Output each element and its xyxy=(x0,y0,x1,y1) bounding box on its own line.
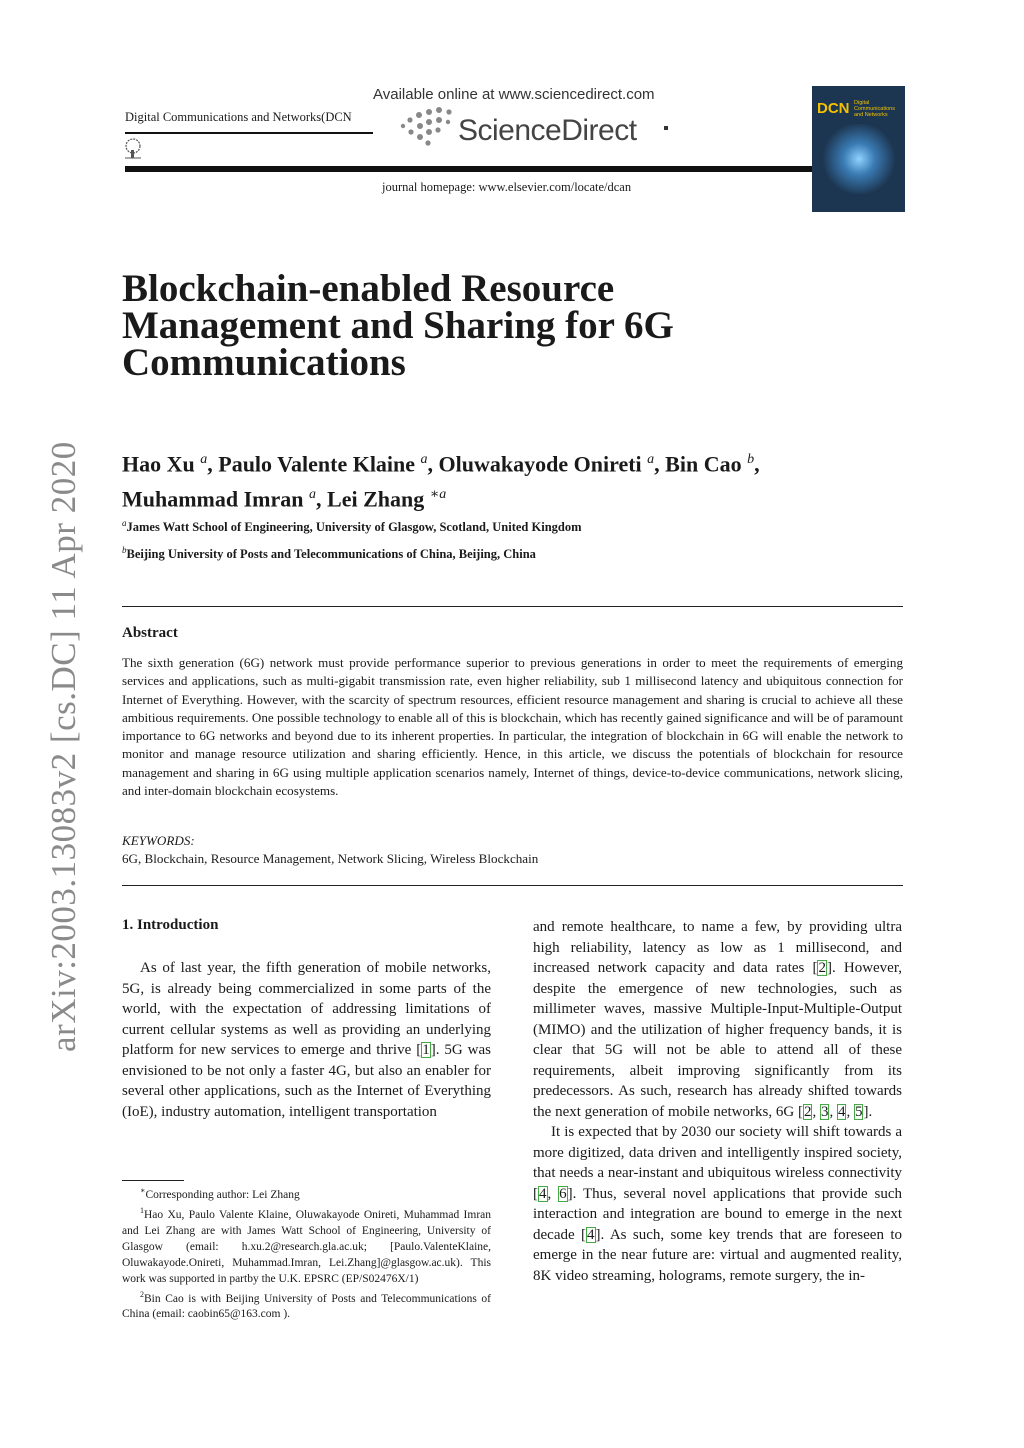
author-separator: , xyxy=(207,451,219,477)
paragraph-text: . 5G was envisioned to be not only a faster 4G, but also an enabler for several other applications, such as the Internet of Everything (IoE), industry automation, intelligent transportation xyxy=(122,1042,491,1120)
author-name: Muhammad Imran xyxy=(122,486,304,512)
paragraph-text: As of last year, the fifth generation of mobile networks, 5G, is already being commercialized in some parts of the world, with the expectation of addressing limitations of current cellular systems as well as providing an underlying platform for new services to emerge and thrive xyxy=(122,960,491,1058)
intro-left-column xyxy=(122,958,491,1122)
paragraph-text: . However, despite the emergence of new technologies, such as millimeter waves, massive Multiple-Input-Multiple-Output (MIMO) and the utilization of higher frequency bands, it is clear that 5G will not be able to attend all of these requirements, albeit improving significantly from its predecessors. As such, research has already shifted towards the next generation of mobile networks, 6G xyxy=(533,960,902,1120)
header-rule-short xyxy=(125,132,373,134)
abstract-top-rule xyxy=(122,606,903,607)
title-line: Blockchain-enabled Resource xyxy=(122,267,615,310)
sciencedirect-logo: ScienceDirect xyxy=(458,114,637,147)
footnote-1 xyxy=(122,1203,491,1287)
intro-right-column xyxy=(533,917,902,1286)
available-online-text: Available online at www.sciencedirect.com xyxy=(373,86,655,103)
author-name: Bin Cao xyxy=(665,451,742,477)
citation-link[interactable]: 2 xyxy=(803,1103,812,1120)
author-affiliation-mark: b xyxy=(747,452,755,467)
citation-link[interactable]: 4 xyxy=(587,1226,595,1243)
author-affiliation-mark: ∗a xyxy=(429,487,447,503)
footnotes xyxy=(122,1183,491,1322)
citation-link[interactable]: 4 xyxy=(837,1103,846,1120)
elsevier-tree-icon xyxy=(123,138,143,160)
affiliation-mark: b xyxy=(122,545,127,555)
affiliation-a xyxy=(122,518,582,535)
header-rule-thick xyxy=(125,166,905,172)
citation-link[interactable]: 1 xyxy=(422,1042,430,1058)
citation-link[interactable]: 3 xyxy=(820,1103,829,1120)
abstract-bottom-rule xyxy=(122,885,903,886)
author-affiliation-mark: a xyxy=(200,452,208,467)
citation-link[interactable]: 2 xyxy=(818,960,826,976)
keywords-heading: KEYWORDS: xyxy=(122,833,195,848)
footnote-mark: 2 xyxy=(140,1289,144,1299)
journal-homepage: journal homepage: www.elsevier.com/locate/dcan xyxy=(382,180,632,194)
citation-link[interactable]: 5 xyxy=(854,1103,863,1120)
keywords-list: 6G, Blockchain, Resource Management, Network Slicing, Wireless Blockchain xyxy=(122,851,539,866)
title-line: Communications xyxy=(122,341,406,384)
title-line: Management and Sharing for 6G xyxy=(122,304,674,347)
author-separator: , xyxy=(316,486,328,512)
arxiv-sidebar-stamp: arXiv:2003.13083v2 [cs.DC] 11 Apr 2020 xyxy=(44,441,83,1052)
author-list xyxy=(122,444,912,515)
cover-artwork xyxy=(820,124,898,194)
affiliation-text: James Watt School of Engineering, University of Glasgow, Scotland, United Kingdom xyxy=(126,520,582,535)
journal-cover-image xyxy=(812,86,905,212)
footnote-text: Bin Cao is with Beijing University of Posts and Telecommunications of China (email: caobin65@163.com ). xyxy=(122,1292,491,1321)
paragraph-text: . As such, some key trends that are foreseen to emerge in the near future are: virtual and augmented reality, 8K video streaming, holograms, remote surgery, the in- xyxy=(533,1226,902,1284)
author-separator: , xyxy=(654,451,666,477)
author-affiliation-mark: a xyxy=(647,452,655,467)
citation-link[interactable]: 4 xyxy=(539,1185,547,1202)
footnote-text: Corresponding author: Lei Zhang xyxy=(145,1188,300,1201)
footnote-mark: ∗ xyxy=(140,1186,146,1195)
sciencedirect-dots-icon xyxy=(398,106,460,150)
citation-link[interactable]: 6 xyxy=(559,1185,567,1202)
abstract-body: The sixth generation (6G) network must provide performance superior to previous generations in order to meet the requirements of emerging services and applications, such as multi-gigabit transmission rate, even higher reliability, sub 1 millisecond latency and ubiquitous connection for Internet of Everything. However, with the scarcity of spectrum resources, efficient resource management and sharing is crucial to achieve all these ambitious requirements. One possible technology to enable all of this is blockchain, which has recently gained significance and will be of paramount importance to 6G networks and beyond due to its inherent properties. In particular, the integration of blockchain in 6G will enable the network to monitor and manage resource utilization and sharing efficiently. Hence, in this article, we discuss the potentials of blockchain for resource management and sharing in 6G using multiple application scenarios namely, Internet of things, device-to-device communications, network slicing, and inter-domain blockchain ecosystems. xyxy=(122,655,903,799)
author-separator: , xyxy=(754,451,760,477)
abstract-heading: Abstract xyxy=(122,625,178,641)
paragraph: and remote healthcare, to name a few, by providing ultra high reliability, latency as low as 1 millisecond, and increased network capacity and data rates [2]. However, despite the emergence of new technologies, such as millimeter waves, massive Multiple-Input-Multiple-Output (MIMO) and the utilization of higher frequency bands, it is clear that 5G will not be able to attend all of these requirements, albeit improving significantly from its predecessors. As such, research has already shifted towards the next generation of mobile networks, 6G [2, 3, 4, 5]. xyxy=(533,919,902,1120)
cover-subtitle: Digital Communications and Networks xyxy=(854,100,895,118)
author-affiliation-mark: a xyxy=(309,487,317,503)
section-heading-introduction: 1. Introduction xyxy=(122,917,219,933)
affiliation-text: Beijing University of Posts and Telecommunications of China, Beijing, China xyxy=(126,547,536,562)
footnote-rule xyxy=(122,1180,184,1181)
paragraph: As of last year, the fifth generation of mobile networks, 5G, is already being commercialized in some parts of the world, with the expectation of addressing limitations of current cellular systems as well as providing an underlying platform for new services to emerge and thrive [1]. 5G was envisioned to be not only a faster 4G, but also an enabler for several other applications, such as the Internet of Everything (IoE), industry automation, intelligent transportation xyxy=(122,960,491,1120)
author-name: Lei Zhang xyxy=(327,486,425,512)
footnote-text: Hao Xu, Paulo Valente Klaine, Oluwakayode Onireti, Muhammad Imran and Lei Zhang are with James Watt School of Engineering, University of Glasgow (email: h.xu.2@research.gla.ac.uk; [Paulo.ValenteKlaine, Oluwakayode.Onireti, Muhammad.Imran, Lei.Zhang]@glasgow.ac.uk). This work was supported in partby the U.K. EPSRC (EP/S02476X/1) xyxy=(122,1208,491,1285)
author-affiliation-mark: a xyxy=(420,452,428,467)
journal-name: Digital Communications and Networks(DCN xyxy=(125,110,352,124)
footnote-corresponding xyxy=(122,1183,491,1203)
footnote-2 xyxy=(122,1287,491,1323)
author-name: Oluwakayode Onireti xyxy=(438,451,642,477)
sciencedirect-dot xyxy=(664,126,668,130)
paragraph-text: and remote healthcare, to name a few, by providing ultra high reliability, latency as low as 1 millisecond, and increased network capacity and data rates xyxy=(533,919,902,976)
paragraph: It is expected that by 2030 our society will shift towards a more digitized, data driven and intelligently inspired society, that needs a near-instant and ubiquitous wireless connectivity [4, 6]. Thus, several novel applications that provide such interaction and integration are bound to emerge in the next decade [4]. As such, some key trends that are foreseen to emerge in the near future are: virtual and augmented reality, 8K video streaming, holograms, remote surgery, the in- xyxy=(533,1124,902,1284)
affiliation-mark: a xyxy=(122,518,127,528)
affiliation-b xyxy=(122,545,536,562)
paper-title xyxy=(122,267,822,384)
paragraph-text: It is expected that by 2030 our society will shift towards a more digitized, data driven and intelligently inspired society, that needs a near-instant and ubiquitous wireless connectivity xyxy=(533,1124,902,1181)
cover-acronym: DCN xyxy=(817,100,850,117)
paragraph-text: . Thus, several novel applications that provide such interaction and integration are bound to emerge in the next decade xyxy=(533,1185,902,1243)
footnote-mark: 1 xyxy=(140,1205,144,1215)
paragraph-text: . xyxy=(868,1103,873,1120)
author-name: Hao Xu xyxy=(122,451,195,477)
author-name: Paulo Valente Klaine xyxy=(218,451,416,477)
author-separator: , xyxy=(427,451,439,477)
